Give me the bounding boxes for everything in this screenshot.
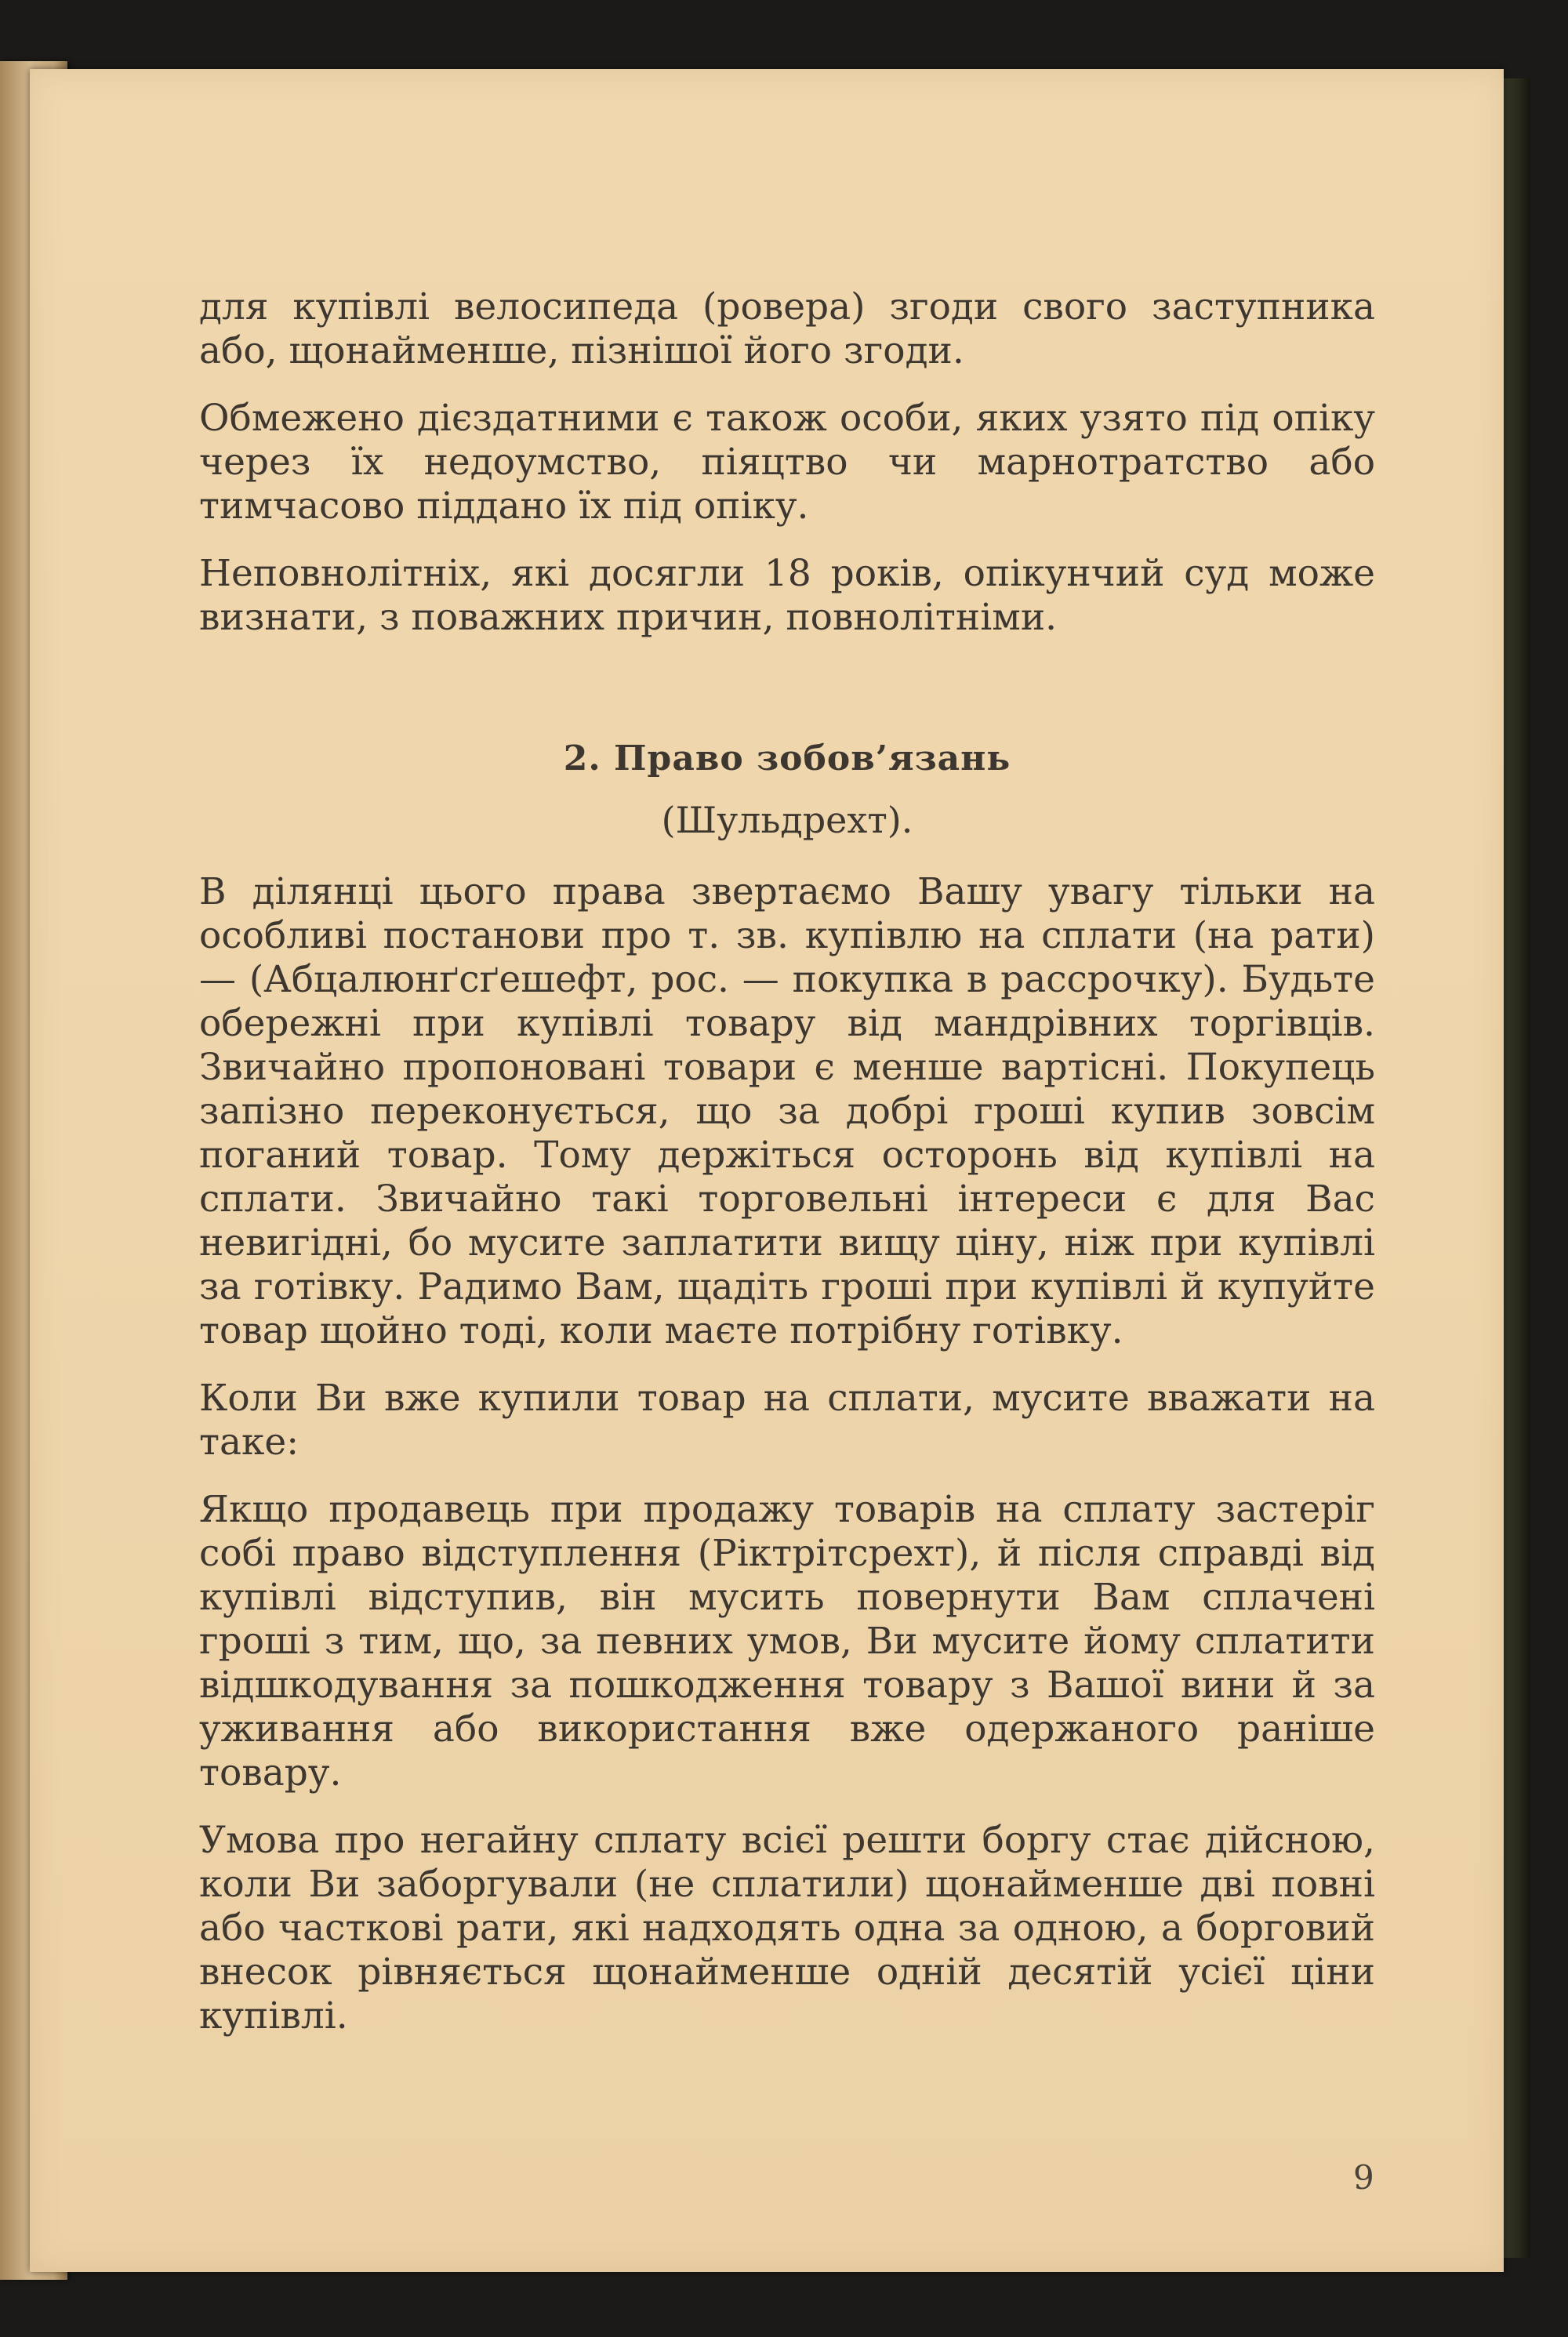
paragraph: Неповнолітніх, які досягли 18 років, опікунчий суд може визнати, з поважних причин, повнолітніми. <box>199 552 1375 639</box>
page-number: 9 <box>1353 2158 1374 2197</box>
page-content <box>199 285 1375 2062</box>
paragraph: Обмежено дієздатними є також особи, яких узято під опіку через їх недоумство, піяцтво чи марнотратство або тимчасово піддано їх під опіку. <box>199 397 1375 528</box>
paragraph: Якщо продавець при продажу товарів на сплату застеріг собі право відступлення (Ріктрітсрехт), й після справді від купівлі відступив, він мусить повернути Вам сплачені гроші з тим, що, за певних умов, Ви мусите йому сплатити відшкодування за пошкодження товару з Вашої вини й за уживання або використання вже одержаного раніше товару. <box>199 1488 1375 1794</box>
paragraph: В ділянці цього права звертаємо Вашу увагу тільки на особливі постанови про т. зв. купівлю на сплати (на рати) — (Абцалюнґсґешефт, рос. — покупка в рассрочку). Будьте обережні при купівлі товару від мандрівних торгівців. Звичайно пропоновані товари є менше вартісні. Покупець запізно переконується, що за добрі гроші купив зовсім поганий товар. Тому держіться осторонь від купівлі на сплати. Звичайно такі торговельні інтереси є для Вас невигідні, бо мусите заплатити вищу ціну, ніж при купівлі за готівку. Радимо Вам, щадіть гроші при купівлі й купуйте товар щойно тоді, коли маєте потрібну готівку. <box>199 870 1375 1352</box>
book-cover-edge <box>1499 78 1530 2258</box>
book-page <box>30 69 1504 2272</box>
paragraph: Умова про негайну сплату всієї решти боргу стає дійсною, коли Ви заборгували (не сплатили) щонайменше дві повні або часткові рати, які надходять одна за одною, а борговий внесок рівняється щонайменше одній десятій усієї ціни купівлі. <box>199 1819 1375 2038</box>
paragraph: Коли Ви вже купили товар на сплати, мусите вважати на таке: <box>199 1377 1375 1464</box>
paragraph: для купівлі велосипеда (ровера) згоди свого заступника або, щонайменше, пізнішої його згоди. <box>199 285 1375 372</box>
section-heading: 2. Право зобов’язань <box>563 738 1011 778</box>
section-subheading: (Шульдрехт). <box>661 799 913 841</box>
